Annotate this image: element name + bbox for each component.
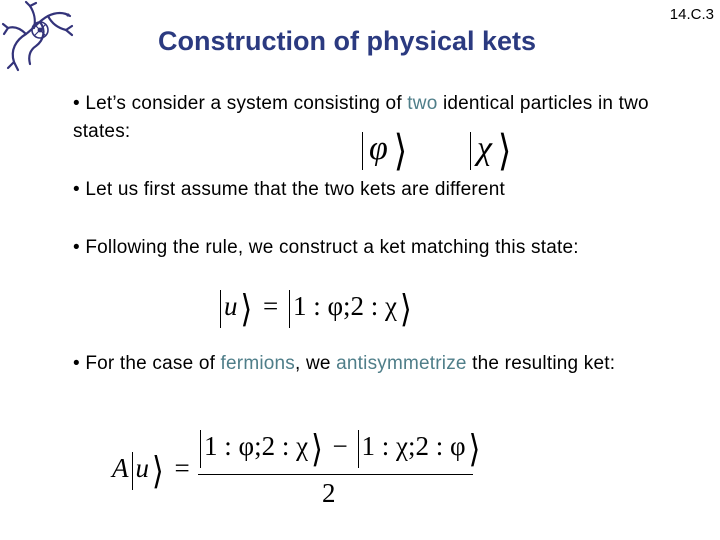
ket-bar: [132, 452, 133, 490]
equation-antisymmetrized: [112, 430, 492, 510]
equation-ket-u: [220, 290, 412, 328]
ket-bar: [362, 132, 363, 170]
term-1: 1 : φ;2 : χ: [204, 431, 309, 462]
ket-angle: ⟩: [393, 128, 408, 175]
minus-sign: −: [332, 431, 348, 462]
ket-phi: [362, 128, 408, 175]
operator-a: A: [112, 453, 129, 484]
ket-rhs: 1 : φ;2 : χ: [292, 291, 398, 322]
ket-angle: ⟩: [400, 288, 412, 330]
equals-sign: =: [174, 453, 190, 484]
lizard-logo-icon: [0, 0, 78, 72]
bullet-construct-ket: • Following the rule, we construct a ket matching this state:: [73, 237, 579, 258]
highlight-fermions: fermions: [220, 353, 296, 374]
bullet-text: , we: [295, 353, 337, 374]
bullet-text: • Let’s consider a system consisting of: [73, 93, 408, 114]
bullet-text: the resulting ket:: [466, 353, 616, 374]
symbol-chi: χ: [477, 130, 492, 167]
fraction-denominator: 2: [322, 478, 336, 508]
fraction-numerator: [200, 430, 480, 468]
bullet-text: identical particles in two states:: [73, 93, 649, 142]
ket-angle: ⟩: [311, 428, 323, 470]
ket-bar: [220, 290, 221, 328]
bullet-kets-different: • Let us first assume that the two kets are different: [73, 179, 505, 200]
equation-lhs: [112, 452, 190, 490]
symbol-phi: φ: [369, 130, 388, 167]
symbol-u: u: [135, 453, 149, 484]
ket-bar: [470, 132, 471, 170]
highlight-antisymmetrize: antisymmetrize: [336, 353, 467, 374]
ket-bar: [358, 430, 359, 468]
ket-angle: ⟩: [497, 128, 512, 175]
ket-angle: ⟩: [240, 288, 253, 330]
equals-sign: =: [262, 291, 279, 322]
ket-angle: ⟩: [468, 428, 481, 470]
fraction-bar: [198, 474, 473, 475]
highlight-two: two: [407, 93, 438, 114]
symbol-u: u: [224, 291, 238, 322]
term-2: 1 : χ;2 : φ: [361, 431, 466, 462]
ket-bar: [289, 290, 290, 328]
bullet-fermions: [73, 350, 703, 378]
ket-angle: ⟩: [152, 450, 164, 492]
ket-chi: [470, 128, 512, 175]
slide-title: Construction of physical kets: [158, 26, 537, 56]
bullet-text: • For the case of: [73, 353, 221, 374]
slide-number: 14.C.3: [669, 6, 714, 23]
ket-bar: [200, 430, 201, 468]
